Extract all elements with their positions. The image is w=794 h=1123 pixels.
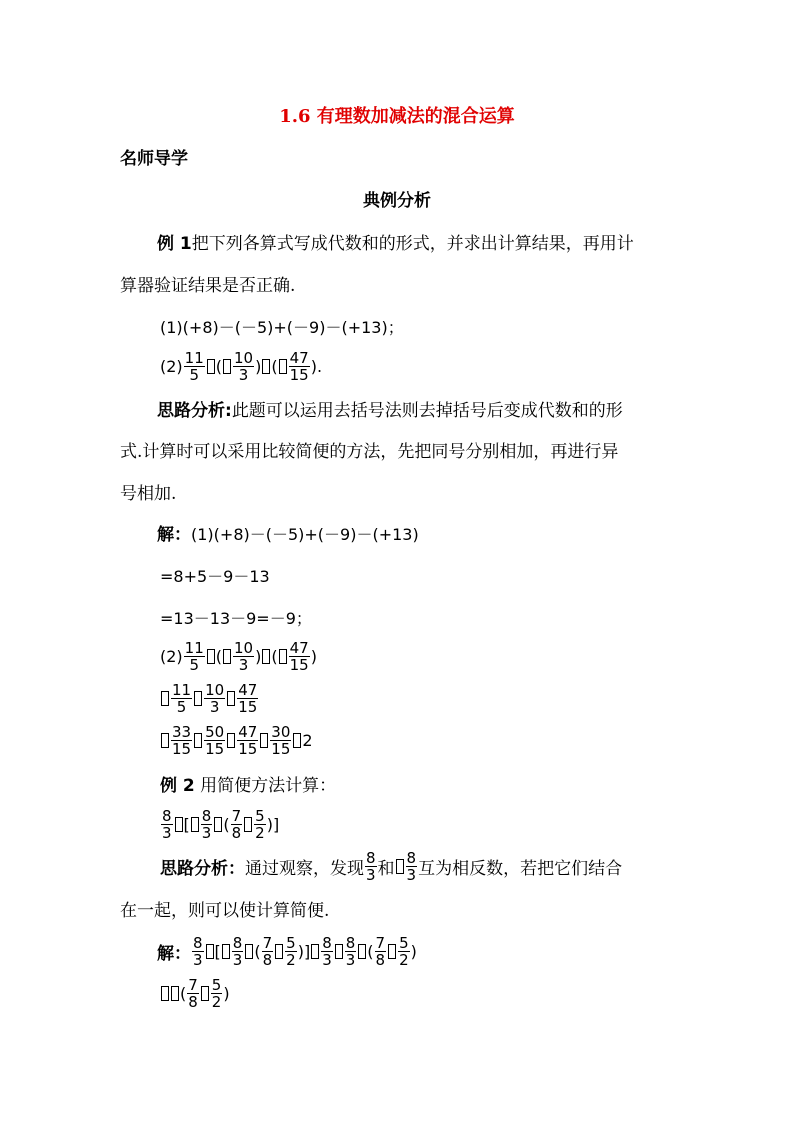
solution-1-line1: 解：(1)(+8)－(－5)+(－9)－(+13) — [157, 525, 419, 545]
example-1-label: 例 1 — [157, 234, 192, 254]
fraction: $\frac{8}{3}$ — [193, 934, 203, 969]
missing-glyph-box — [227, 691, 235, 706]
page-title: 1.6 有理数加减法的混合运算 — [279, 106, 515, 127]
fraction: $\frac{10}{3}$ — [234, 349, 254, 384]
missing-glyph-box — [227, 733, 235, 748]
solution-2-label: 解： — [157, 944, 191, 964]
missing-glyph-box — [279, 359, 287, 374]
section-heading: 名师导学 — [120, 149, 188, 169]
fraction: $\frac{5}{2}$ — [211, 976, 222, 1011]
missing-glyph-box — [161, 691, 169, 706]
missing-glyph-box — [222, 944, 230, 959]
fraction: $\frac{10}{3}$ — [205, 681, 225, 716]
solution-2-line1: 解： $\frac{8}{3}$ [ $\frac{8}{3}$ ( $\frac{7}{8}$ $\frac{5}{2}$ ) ] $\frac{8}{3}$ $\frac{8}{3}$ ( $\frac{7}{8}$ $\frac{5}{2}$ ) — [157, 934, 417, 969]
analysis-1-text-line2: 式.计算时可以采用比较简便的方法，先把同号分别相加，再进行异 — [120, 442, 619, 462]
fraction: $\frac{11}{5}$ — [184, 639, 204, 674]
solution-2-line2: ( $\frac{7}{8}$ $\frac{5}{2}$ ) — [160, 977, 230, 1010]
solution-1-line5 — [160, 682, 259, 715]
missing-glyph-box — [171, 986, 179, 1001]
solution-1-line6 — [160, 724, 313, 757]
fraction: $\frac{8}{3}$ — [162, 807, 172, 842]
missing-glyph-box — [262, 359, 270, 374]
example-1-question-1: (1)(+8)－(－5)+(－9)－(+13)； — [160, 318, 404, 337]
fraction: $\frac{7}{8}$ — [375, 934, 386, 969]
fraction: $\frac{5}{2}$ — [399, 934, 409, 969]
fraction: $\frac{30}{15}$ — [271, 723, 291, 758]
missing-glyph-box — [207, 649, 215, 664]
missing-glyph-box — [279, 649, 287, 664]
solution-1-label: 解： — [157, 525, 191, 545]
fraction: $\frac{7}{8}$ — [231, 807, 242, 842]
fraction: $\frac{8}{3}$ — [232, 934, 243, 969]
example-1-question-2: (2) $\frac{11}{5}$ ( $\frac{10}{3}$ ) ( $\frac{47}{15}$ ) . — [160, 349, 323, 384]
fraction: $\frac{8}{3}$ — [201, 807, 212, 842]
fraction: $\frac{5}{2}$ — [286, 934, 296, 969]
example-2-label: 例 2 — [160, 776, 195, 796]
analysis-1-text-line3: 号相加. — [120, 484, 177, 504]
missing-glyph-box — [201, 986, 209, 1001]
result-value: 2 — [302, 731, 313, 750]
analysis-1-paragraph — [157, 400, 623, 422]
solution-1-line3: =13－13－9=－9； — [160, 609, 312, 628]
missing-glyph-box — [223, 359, 231, 374]
fraction: $\frac{47}{15}$ — [238, 723, 258, 758]
fraction: $\frac{47}{15}$ — [289, 349, 309, 384]
missing-glyph-box — [388, 944, 396, 959]
example-1-text-line1: 把下列各算式写成代数和的形式，并求出计算结果，再用计 — [191, 234, 634, 254]
solution-1-line4: (2) $\frac{11}{5}$ ( $\frac{10}{3}$ ) ( $\frac{47}{15}$ ) — [160, 639, 317, 674]
missing-glyph-box — [194, 733, 202, 748]
fraction: $\frac{8}{3}$ — [366, 849, 376, 884]
missing-glyph-box — [194, 691, 202, 706]
missing-glyph-box — [214, 817, 222, 832]
example-2-text: 用简便方法计算： — [200, 776, 337, 796]
example-2-expression: $\frac{8}{3}$ [ $\frac{8}{3}$ ( $\frac{7}{8}$ $\frac{5}{2}$ ) ] — [162, 807, 280, 842]
fraction: $\frac{10}{3}$ — [234, 639, 254, 674]
fraction: $\frac{7}{8}$ — [188, 976, 198, 1011]
fraction: $\frac{8}{3}$ — [345, 934, 356, 969]
q2-prefix: (2) — [160, 357, 183, 376]
analysis-1-text-line1: 此题可以运用去括号法则去掉括号后变成代数和的形 — [231, 401, 623, 421]
subsection-heading: 典例分析 — [363, 191, 431, 211]
missing-glyph-box — [311, 944, 319, 959]
fraction: $\frac{47}{15}$ — [289, 639, 309, 674]
missing-glyph-box — [275, 944, 283, 959]
missing-glyph-box — [161, 733, 169, 748]
fraction: $\frac{47}{15}$ — [238, 681, 258, 716]
fraction: $\frac{50}{15}$ — [205, 723, 225, 758]
analysis-1-label: 思路分析: — [157, 401, 232, 421]
missing-glyph-box — [223, 649, 231, 664]
missing-glyph-box — [206, 944, 214, 959]
solution-1-line2: =8+5－9－13 — [160, 567, 270, 586]
missing-glyph-box — [175, 817, 183, 832]
example-2-paragraph — [160, 775, 336, 797]
fraction: $\frac{33}{15}$ — [172, 723, 192, 758]
analysis-2-paragraph: 思路分析： 通过观察，发现 $\frac{8}{3}$ 和 $\frac{8}{3}$ 互为相反数，若把它们结合 — [160, 849, 623, 884]
missing-glyph-box — [335, 944, 343, 959]
fraction: $\frac{7}{8}$ — [262, 934, 273, 969]
missing-glyph-box — [260, 733, 268, 748]
missing-glyph-box — [262, 649, 270, 664]
missing-glyph-box — [207, 359, 215, 374]
missing-glyph-box — [396, 859, 404, 874]
fraction: $\frac{11}{5}$ — [172, 681, 192, 716]
fraction: $\frac{8}{3}$ — [322, 934, 332, 969]
missing-glyph-box — [191, 817, 199, 832]
fraction: $\frac{5}{2}$ — [255, 807, 265, 842]
missing-glyph-box — [161, 986, 169, 1001]
fraction: $\frac{11}{5}$ — [184, 349, 204, 384]
fraction: $\frac{8}{3}$ — [406, 849, 417, 884]
analysis-2-label: 思路分析： — [160, 859, 245, 879]
missing-glyph-box — [358, 944, 366, 959]
example-1-text-line2: 算器验证结果是否正确. — [120, 276, 296, 296]
example-1-paragraph — [157, 233, 634, 255]
missing-glyph-box — [293, 733, 301, 748]
analysis-2-text-line2: 在一起，则可以使计算简便. — [120, 901, 330, 921]
missing-glyph-box — [245, 944, 253, 959]
missing-glyph-box — [244, 817, 252, 832]
